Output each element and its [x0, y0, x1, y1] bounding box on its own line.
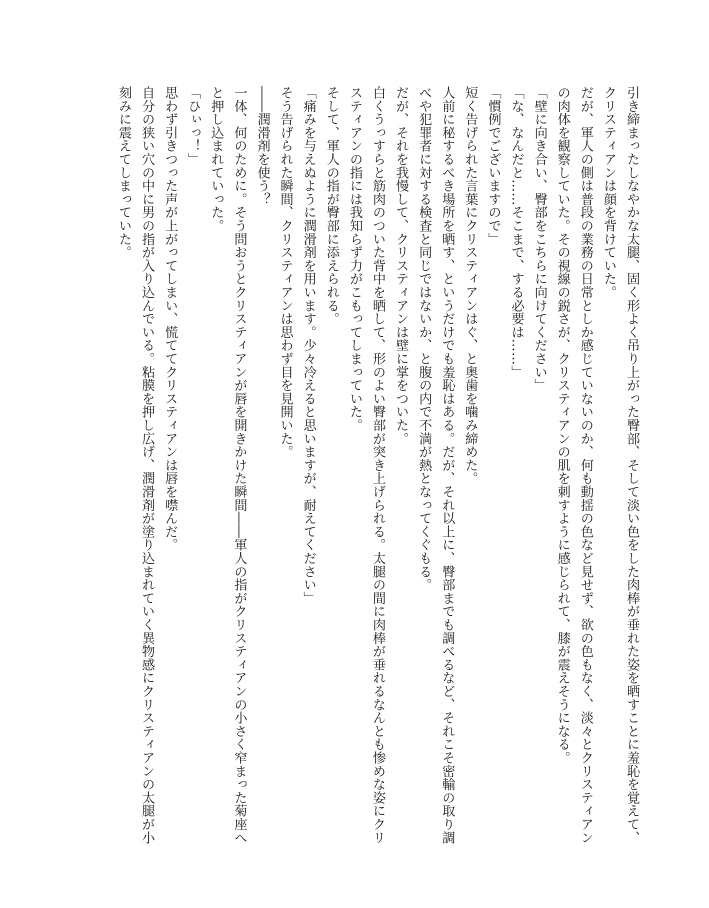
paragraph: 一体、何のために。そう問おうとクリスティアンが唇を開きかけた瞬間――軍人の指がクリスティアンの小さく窄まった菊座へと押し込まれていった。: [208, 86, 247, 845]
paragraph: 短く告げられた言葉にクリスティアンはぐ、と奥歯を噛み締めた。: [462, 86, 478, 485]
paragraph: 引き締まったしなやかな太腿、固く形よく吊り上がった臀部、そして淡い色をした肉棒が垂れた姿を晒すことに羞恥を覚えて、クリスティアンは顔を背けていた。: [600, 86, 639, 845]
vertical-text-body: [43, 86, 643, 846]
paragraph: ――潤滑剤を使う？: [254, 86, 270, 206]
paragraph: 人前に秘するべき場所を晒す、というだけでも羞恥はある。だが、それ以上に、臀部までも調べるなど、それこそ密輸の取り調べや犯罪者に対する検査と同じではないか、と腹の内で不満が熱となってくぐもる。: [416, 86, 455, 845]
paragraph: 「ひぃっ！」: [185, 86, 201, 166]
paragraph: そして、軍人の指が臀部に添えられる。: [323, 86, 339, 326]
paragraph: そう告げられた瞬間、クリスティアンは思わず目を見開いた。: [277, 86, 293, 459]
paragraph: 「慣例でございますので」: [485, 86, 501, 246]
paragraph: 「な、なんだと……そこまで、する必要は……」: [508, 86, 524, 379]
paragraph: 白くうっすらと筋肉のついた背中を晒して、形のよい臀部が突き上げられる。太腿の間に肉棒が垂れるなんとも惨めな姿にクリスティアンの指には我知らず力がこもってしまっていた。: [346, 86, 385, 845]
paragraph: だが、軍人の側は普段の業務の日常としか感じていないのか、何も動揺の色など見せず、欲の色もなく、淡々とクリスティアンの肉体を観察していた。その視線の鋭さが、クリスティアンの肌を刺すように感じられて、膝が震えそうになる。: [554, 86, 593, 845]
paragraph: 「痛みを与えぬように潤滑剤を用います。少々冷えると思いますが、耐えてください」: [300, 86, 316, 605]
paragraph: 自分の狭い穴の中に男の指が入り込んでいる。粘膜を押し広げ、潤滑剤が塗り込まれていく異物感にクリスティアンの太腿が小刻みに震えてしまっていた。: [115, 86, 155, 845]
paragraph: 思わず引きつった声が上がってしまい、慌ててクリスティアンは唇を噤んだ。: [162, 86, 178, 552]
paragraph: だが、それを我慢して、クリスティアンは壁に掌をついた。: [393, 86, 409, 446]
paragraph: 「壁に向き合い、臀部をこちらに向けてください」: [531, 86, 547, 392]
